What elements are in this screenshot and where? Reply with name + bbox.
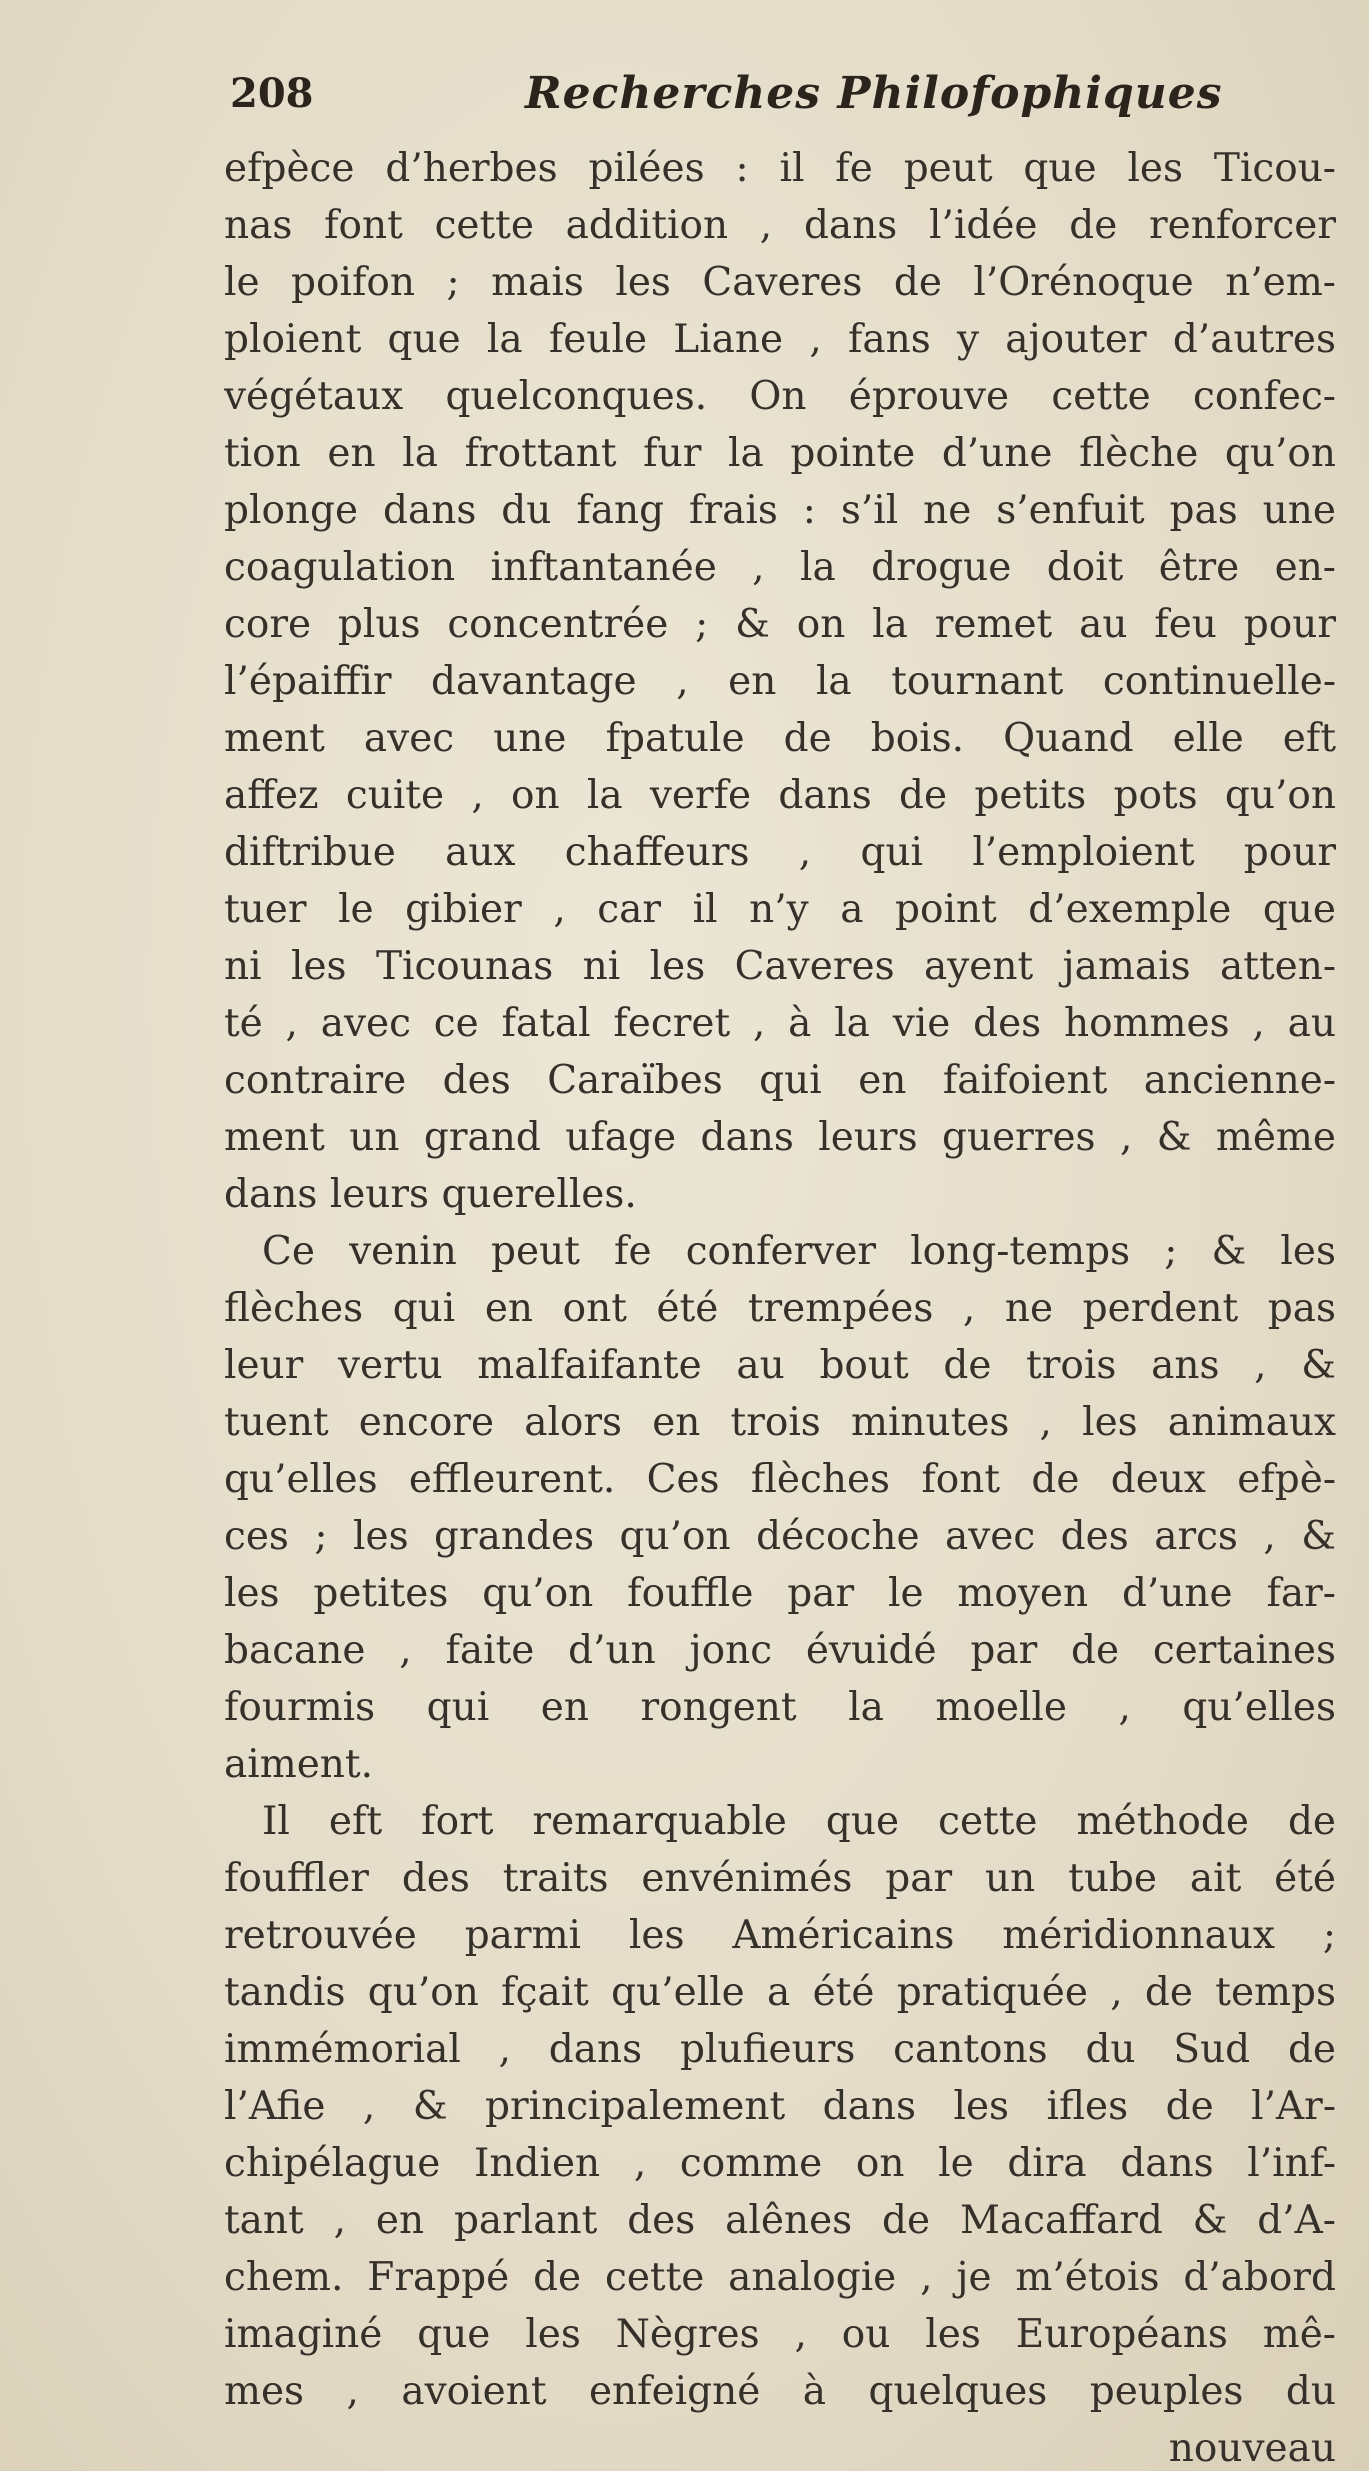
- text-line: affez cuite , on la verfe dans de petits pots qu’on: [224, 773, 1336, 818]
- text-line: ni les Ticounas ni les Caveres ayent jamais atten-: [224, 944, 1336, 989]
- text-line: fourmis qui en rongent la moelle , qu’elles: [224, 1685, 1336, 1730]
- page-header: [230, 62, 1350, 142]
- text-line: coagulation inftantanée , la drogue doit être en-: [224, 545, 1336, 590]
- body-text: [224, 140, 1336, 2471]
- text-line: imaginé que les Nègres , ou les Européans mê-: [224, 2312, 1336, 2357]
- text-line: ment avec une fpatule de bois. Quand elle eft: [224, 716, 1336, 761]
- text-line: tandis qu’on fçait qu’elle a été pratiquée , de temps: [224, 1970, 1336, 2015]
- paragraph-start-line: Il eft fort remarquable que cette méthode de: [262, 1799, 1336, 1844]
- text-line: leur vertu malfaifante au bout de trois ans , &: [224, 1343, 1336, 1388]
- text-line: diftribue aux chaffeurs , qui l’emploient pour: [224, 830, 1336, 875]
- text-line: flèches qui en ont été trempées , ne perdent pas: [224, 1286, 1336, 1331]
- text-line: ces ; les grandes qu’on décoche avec des arcs , &: [224, 1514, 1336, 1559]
- paragraph-end-line: dans leurs querelles.: [224, 1172, 637, 1217]
- text-line: immémorial , dans plufieurs cantons du Sud de: [224, 2027, 1336, 2072]
- text-line: tuer le gibier , car il n’y a point d’exemple que: [224, 887, 1336, 932]
- text-line: nas font cette addition , dans l’idée de renforcer: [224, 203, 1336, 248]
- text-line: l’épaiffir davantage , en la tournant continuelle-: [224, 659, 1336, 704]
- text-line: les petites qu’on fouffle par le moyen d’une far-: [224, 1571, 1336, 1616]
- text-line: ment un grand ufage dans leurs guerres , & même: [224, 1115, 1336, 1160]
- text-line: chipélague Indien , comme on le dira dans l’inf-: [224, 2141, 1336, 2186]
- text-line: tuent encore alors en trois minutes , les animaux: [224, 1400, 1336, 1445]
- text-line: core plus concentrée ; & on la remet au feu pour: [224, 602, 1336, 647]
- text-line: tant , en parlant des alênes de Macaffard & d’A-: [224, 2198, 1336, 2243]
- text-line: le poifon ; mais les Caveres de l’Orénoque n’em-: [224, 260, 1336, 305]
- text-line: fouffler des traits envénimés par un tube ait été: [224, 1856, 1336, 1901]
- page-number: 208: [230, 70, 314, 117]
- text-line: contraire des Caraïbes qui en faifoient ancienne-: [224, 1058, 1336, 1103]
- text-line: retrouvée parmi les Américains méridionnaux ;: [224, 1913, 1336, 1958]
- text-line: qu’elles effleurent. Ces flèches font de deux efpè-: [224, 1457, 1336, 1502]
- text-line: bacane , faite d’un jonc évuidé par de certaines: [224, 1628, 1336, 1673]
- running-title: Recherches Philofophiques: [525, 68, 1223, 119]
- paragraph-start-line: Ce venin peut fe conferver long-temps ; & les: [262, 1229, 1336, 1274]
- text-line: efpèce d’herbes pilées : il fe peut que les Ticou-: [224, 146, 1336, 191]
- paragraph-end-line: aiment.: [224, 1742, 373, 1787]
- text-line: végétaux quelconques. On éprouve cette confec-: [224, 374, 1336, 419]
- text-line: tion en la frottant fur la pointe d’une flèche qu’on: [224, 431, 1336, 476]
- catchword: nouveau: [1168, 2426, 1336, 2471]
- text-line: té , avec ce fatal fecret , à la vie des hommes , au: [224, 1001, 1336, 1046]
- text-line: l’Afie , & principalement dans les ifles de l’Ar-: [224, 2084, 1336, 2129]
- text-line: plonge dans du fang frais : s’il ne s’enfuit pas une: [224, 488, 1336, 533]
- text-line: chem. Frappé de cette analogie , je m’étois d’abord: [224, 2255, 1336, 2300]
- text-line: ploient que la feule Liane , fans y ajouter d’autres: [224, 317, 1336, 362]
- text-line: mes , avoient enfeigné à quelques peuples du: [224, 2369, 1336, 2414]
